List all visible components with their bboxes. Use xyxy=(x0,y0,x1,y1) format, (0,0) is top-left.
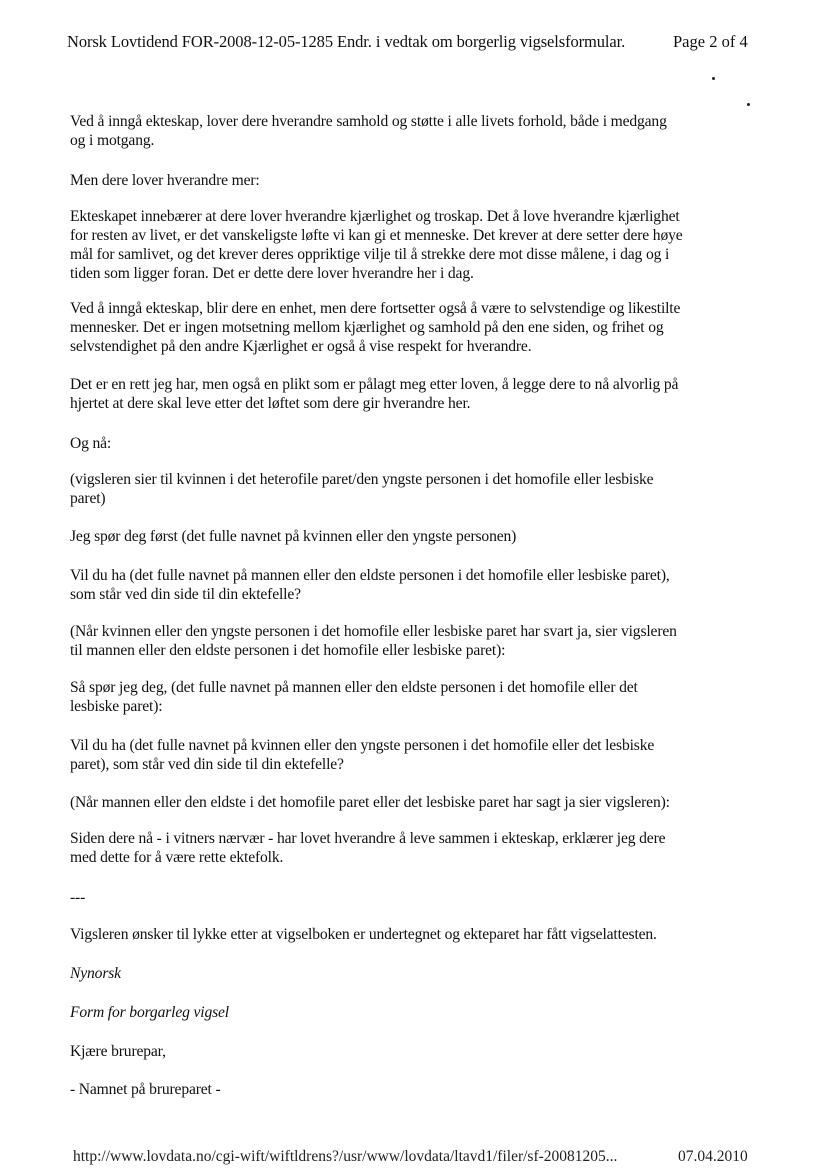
paragraph-instruction-man xyxy=(70,622,750,660)
scan-speck xyxy=(747,103,750,106)
footer-url: http://www.lovdata.no/cgi-wift/wiftldrens?/usr/www/lovdata/ltavd1/filer/sf-20081205... xyxy=(73,1148,618,1165)
text-line: Vil du ha (det fulle navnet på kvinnen eller den yngste personen i det homofile eller det lesbiske xyxy=(70,737,655,754)
paragraph-right-duty xyxy=(70,375,750,413)
text-line: hjertet at dere skal leve etter det løftet som dere gir hverandre her. xyxy=(70,395,471,412)
text-line: til mannen eller den eldste personen i det homofile eller lesbiske paret): xyxy=(70,642,506,659)
paragraph-love-fidelity xyxy=(70,207,750,283)
text-line: (vigsleren sier til kvinnen i det heterofile paret/den yngste personen i det homofile eller lesbiske xyxy=(70,471,654,488)
scan-speck xyxy=(712,77,715,80)
paragraph-vow-question-1 xyxy=(70,566,750,604)
paragraph-second-question xyxy=(70,678,750,716)
paragraph-greeting xyxy=(70,1042,750,1061)
paragraph-instruction-answer xyxy=(70,793,750,812)
text-line: tiden som ligger foran. Det er dette dere lover hverandre her i dag. xyxy=(70,265,474,282)
text-line: - Namnet på brureparet - xyxy=(70,1081,221,1098)
text-line: for resten av livet, er det vanskeligste løfte vi kan gi et menneske. Det krever at dere setter dere høye xyxy=(70,227,683,244)
paragraph-first-question xyxy=(70,527,750,546)
text-line: (Når kvinnen eller den yngste personen i det homofile eller lesbiske paret har svart ja, sier vigsleren xyxy=(70,623,677,640)
heading-text: Nynorsk xyxy=(70,965,121,982)
text-line: lesbiske paret): xyxy=(70,698,163,715)
text-line: Jeg spør deg først (det fulle navnet på kvinnen eller den yngste personen) xyxy=(70,528,517,545)
text-line: Vigsleren ønsker til lykke etter at vigselboken er undertegnet og ekteparet har fått vigselattesten. xyxy=(70,926,657,943)
page-indicator: Page 2 of 4 xyxy=(673,32,748,51)
paragraph-promise-more xyxy=(70,171,750,190)
section-subheading-form xyxy=(70,1003,750,1022)
text-line: Det er en rett jeg har, men også en plikt som er pålagt meg etter loven, å legge dere to nå alvorlig på xyxy=(70,376,679,393)
paragraph-congratulations xyxy=(70,925,750,944)
text-line: Kjære brurepar, xyxy=(70,1043,166,1060)
text-line: paret) xyxy=(70,490,106,507)
text-line: Så spør jeg deg, (det fulle navnet på mannen eller den eldste personen i det homofile eller det xyxy=(70,679,638,696)
text-line: Men dere lover hverandre mer: xyxy=(70,172,260,189)
text-line: (Når mannen eller den eldste i det homofile paret eller det lesbiske paret har sagt ja sier vigsleren): xyxy=(70,794,670,811)
header-title: Norsk Lovtidend FOR-2008-12-05-1285 Endr. i vedtak om borgerlig vigselsformular. xyxy=(67,32,626,51)
text-line: som står ved din side til din ektefelle? xyxy=(70,586,301,603)
text-line: Ekteskapet innebærer at dere lover hverandre kjærlighet og troskap. Det å love hverandre kjærlighet xyxy=(70,208,680,225)
text-line: med dette for å være rette ektefolk. xyxy=(70,849,284,866)
separator-text: --- xyxy=(70,889,86,906)
text-line: selvstendighet på den andre Kjærlighet er også å vise respekt for hverandre. xyxy=(70,338,532,355)
paragraph-couple-names xyxy=(70,1080,750,1099)
text-line: Ved å inngå ekteskap, lover dere hverandre samhold og støtte i alle livets forhold, både i medgang xyxy=(70,113,667,130)
section-heading-nynorsk xyxy=(70,964,750,983)
subheading-text: Form for borgarleg vigsel xyxy=(70,1004,229,1021)
paragraph-vows-intro xyxy=(70,112,750,150)
text-line: Ved å inngå ekteskap, blir dere en enhet, men dere fortsetter også å være to selvstendige og likestilte xyxy=(70,300,681,317)
paragraph-unity xyxy=(70,299,750,356)
text-line: og i motgang. xyxy=(70,132,155,149)
paragraph-vow-question-2 xyxy=(70,736,750,774)
paragraph-instruction-woman xyxy=(70,470,750,508)
paragraph-and-now xyxy=(70,434,750,453)
text-line: Vil du ha (det fulle navnet på mannen eller den eldste personen i det homofile eller lesbiske paret), xyxy=(70,567,670,584)
text-line: paret), som står ved din side til din ektefelle? xyxy=(70,756,344,773)
text-line: mennesker. Det er ingen motsetning mellom kjærlighet og samhold på den ene siden, og frihet og xyxy=(70,319,664,336)
text-line: Og nå: xyxy=(70,435,112,452)
footer-date: 07.04.2010 xyxy=(678,1148,748,1165)
text-line: Siden dere nå - i vitners nærvær - har lovet hverandre å leve sammen i ekteskap, erklærer jeg dere xyxy=(70,830,666,847)
separator xyxy=(70,888,750,907)
paragraph-declaration xyxy=(70,829,750,867)
text-line: mål for samlivet, og det krever deres oppriktige vilje til å strekke dere mot disse målene, i dag og i xyxy=(70,246,670,263)
